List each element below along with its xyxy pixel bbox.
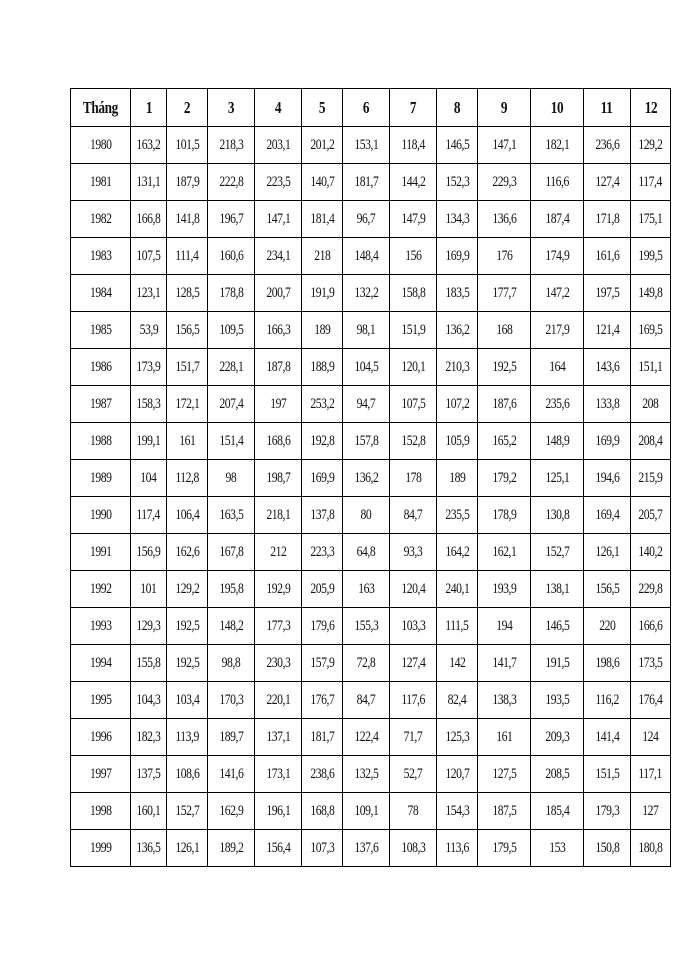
value-cell: 148,4 (343, 238, 390, 275)
table-row (71, 571, 671, 608)
value-cell: 187,9 (167, 164, 208, 201)
value-cell: 104 (131, 460, 167, 497)
value-cell: 148,9 (531, 423, 584, 460)
value-cell: 205,7 (631, 497, 671, 534)
value-cell: 106,4 (167, 497, 208, 534)
value-cell: 109,5 (208, 312, 255, 349)
year-cell: 1998 (71, 793, 131, 830)
header-cell: 11 (584, 89, 631, 127)
value-cell: 98 (208, 460, 255, 497)
value-cell: 53,9 (131, 312, 167, 349)
value-cell: 98,1 (343, 312, 390, 349)
value-cell: 141,4 (584, 719, 631, 756)
value-cell: 158,3 (131, 386, 167, 423)
value-cell: 228,1 (208, 349, 255, 386)
value-cell: 141,8 (167, 201, 208, 238)
value-cell: 183,5 (437, 275, 478, 312)
value-cell: 192,5 (167, 608, 208, 645)
value-cell: 111,4 (167, 238, 208, 275)
value-cell: 181,4 (302, 201, 343, 238)
value-cell: 168,6 (255, 423, 302, 460)
value-cell: 174,9 (531, 238, 584, 275)
table-row (71, 164, 671, 201)
year-cell: 1983 (71, 238, 131, 275)
value-cell: 176 (478, 238, 531, 275)
value-cell: 105,9 (437, 423, 478, 460)
year-cell: 1994 (71, 645, 131, 682)
value-cell: 133,8 (584, 386, 631, 423)
value-cell: 136,2 (343, 460, 390, 497)
year-cell: 1988 (71, 423, 131, 460)
header-cell: 12 (631, 89, 671, 127)
value-cell: 199,5 (631, 238, 671, 275)
value-cell: 235,6 (531, 386, 584, 423)
value-cell: 166,6 (631, 608, 671, 645)
value-cell: 217,9 (531, 312, 584, 349)
value-cell: 198,7 (255, 460, 302, 497)
value-cell: 165,2 (478, 423, 531, 460)
value-cell: 93,3 (390, 534, 437, 571)
value-cell: 199,1 (131, 423, 167, 460)
year-cell: 1990 (71, 497, 131, 534)
value-cell: 180,8 (631, 830, 671, 867)
value-cell: 193,9 (478, 571, 531, 608)
value-cell: 132,2 (343, 275, 390, 312)
year-cell: 1987 (71, 386, 131, 423)
value-cell: 71,7 (390, 719, 437, 756)
value-cell: 125,3 (437, 719, 478, 756)
year-cell: 1999 (71, 830, 131, 867)
value-cell: 189,2 (208, 830, 255, 867)
value-cell: 124 (631, 719, 671, 756)
value-cell: 179,5 (478, 830, 531, 867)
value-cell: 208 (631, 386, 671, 423)
value-cell: 162,1 (478, 534, 531, 571)
value-cell: 164 (531, 349, 584, 386)
value-cell: 94,7 (343, 386, 390, 423)
value-cell: 78 (390, 793, 437, 830)
value-cell: 189,7 (208, 719, 255, 756)
value-cell: 194 (478, 608, 531, 645)
value-cell: 193,5 (531, 682, 584, 719)
value-cell: 136,5 (131, 830, 167, 867)
value-cell: 166,8 (131, 201, 167, 238)
value-cell: 192,8 (302, 423, 343, 460)
year-cell: 1996 (71, 719, 131, 756)
value-cell: 151,1 (631, 349, 671, 386)
table-row (71, 201, 671, 238)
value-cell: 178,9 (478, 497, 531, 534)
value-cell: 156 (390, 238, 437, 275)
value-cell: 149,8 (631, 275, 671, 312)
value-cell: 223,3 (302, 534, 343, 571)
value-cell: 182,1 (531, 127, 584, 164)
value-cell: 208,5 (531, 756, 584, 793)
value-cell: 208,4 (631, 423, 671, 460)
value-cell: 218,3 (208, 127, 255, 164)
value-cell: 147,9 (390, 201, 437, 238)
value-cell: 103,3 (390, 608, 437, 645)
value-cell: 175,1 (631, 201, 671, 238)
value-cell: 117,1 (631, 756, 671, 793)
value-cell: 123,1 (131, 275, 167, 312)
table-row (71, 682, 671, 719)
value-cell: 234,1 (255, 238, 302, 275)
value-cell: 108,6 (167, 756, 208, 793)
value-cell: 215,9 (631, 460, 671, 497)
value-cell: 137,6 (343, 830, 390, 867)
value-cell: 125,1 (531, 460, 584, 497)
year-cell: 1980 (71, 127, 131, 164)
value-cell: 143,6 (584, 349, 631, 386)
value-cell: 136,2 (437, 312, 478, 349)
monthly-data-table (70, 88, 671, 867)
value-cell: 96,7 (343, 201, 390, 238)
value-cell: 238,6 (302, 756, 343, 793)
value-cell: 107,3 (302, 830, 343, 867)
value-cell: 156,4 (255, 830, 302, 867)
value-cell: 155,3 (343, 608, 390, 645)
value-cell: 127 (631, 793, 671, 830)
value-cell: 153 (531, 830, 584, 867)
value-cell: 152,7 (531, 534, 584, 571)
value-cell: 195,8 (208, 571, 255, 608)
value-cell: 220 (584, 608, 631, 645)
value-cell: 212 (255, 534, 302, 571)
value-cell: 240,1 (437, 571, 478, 608)
year-cell: 1992 (71, 571, 131, 608)
value-cell: 72,8 (343, 645, 390, 682)
value-cell: 130,8 (531, 497, 584, 534)
value-cell: 108,3 (390, 830, 437, 867)
value-cell: 176,7 (302, 682, 343, 719)
value-cell: 138,1 (531, 571, 584, 608)
value-cell: 172,1 (167, 386, 208, 423)
value-cell: 220,1 (255, 682, 302, 719)
value-cell: 113,6 (437, 830, 478, 867)
value-cell: 137,5 (131, 756, 167, 793)
value-cell: 196,7 (208, 201, 255, 238)
table-row (71, 534, 671, 571)
value-cell: 203,1 (255, 127, 302, 164)
value-cell: 111,5 (437, 608, 478, 645)
value-cell: 173,1 (255, 756, 302, 793)
value-cell: 201,2 (302, 127, 343, 164)
year-cell: 1995 (71, 682, 131, 719)
table-row (71, 127, 671, 164)
value-cell: 157,8 (343, 423, 390, 460)
value-cell: 127,5 (478, 756, 531, 793)
value-cell: 189 (302, 312, 343, 349)
table-row (71, 719, 671, 756)
value-cell: 223,5 (255, 164, 302, 201)
table-row (71, 312, 671, 349)
value-cell: 129,2 (631, 127, 671, 164)
value-cell: 107,2 (437, 386, 478, 423)
value-cell: 141,6 (208, 756, 255, 793)
value-cell: 157,9 (302, 645, 343, 682)
value-cell: 218,1 (255, 497, 302, 534)
value-cell: 147,1 (478, 127, 531, 164)
value-cell: 189 (437, 460, 478, 497)
value-cell: 156,5 (167, 312, 208, 349)
value-cell: 126,1 (167, 830, 208, 867)
value-cell: 160,6 (208, 238, 255, 275)
value-cell: 116,6 (531, 164, 584, 201)
value-cell: 162,6 (167, 534, 208, 571)
value-cell: 129,2 (167, 571, 208, 608)
value-cell: 137,8 (302, 497, 343, 534)
value-cell: 222,8 (208, 164, 255, 201)
table-row (71, 793, 671, 830)
table-row (71, 756, 671, 793)
year-cell: 1985 (71, 312, 131, 349)
value-cell: 127,4 (390, 645, 437, 682)
value-cell: 170,3 (208, 682, 255, 719)
header-cell: 6 (343, 89, 390, 127)
header-cell: 4 (255, 89, 302, 127)
table-row (71, 386, 671, 423)
value-cell: 152,3 (437, 164, 478, 201)
table-row (71, 423, 671, 460)
value-cell: 235,5 (437, 497, 478, 534)
table-row (71, 275, 671, 312)
value-cell: 112,8 (167, 460, 208, 497)
value-cell: 104,5 (343, 349, 390, 386)
value-cell: 192,5 (478, 349, 531, 386)
value-cell: 158,8 (390, 275, 437, 312)
value-cell: 192,9 (255, 571, 302, 608)
value-cell: 187,8 (255, 349, 302, 386)
value-cell: 116,2 (584, 682, 631, 719)
value-cell: 253,2 (302, 386, 343, 423)
value-cell: 52,7 (390, 756, 437, 793)
value-cell: 140,2 (631, 534, 671, 571)
year-cell: 1984 (71, 275, 131, 312)
value-cell: 150,8 (584, 830, 631, 867)
value-cell: 80 (343, 497, 390, 534)
value-cell: 98,8 (208, 645, 255, 682)
value-cell: 164,2 (437, 534, 478, 571)
value-cell: 178 (390, 460, 437, 497)
value-cell: 161,6 (584, 238, 631, 275)
value-cell: 209,3 (531, 719, 584, 756)
table-row (71, 830, 671, 867)
value-cell: 169,9 (437, 238, 478, 275)
value-cell: 101,5 (167, 127, 208, 164)
value-cell: 140,7 (302, 164, 343, 201)
header-cell: 9 (478, 89, 531, 127)
value-cell: 173,9 (131, 349, 167, 386)
value-cell: 173,5 (631, 645, 671, 682)
value-cell: 156,9 (131, 534, 167, 571)
value-cell: 169,9 (584, 423, 631, 460)
value-cell: 134,3 (437, 201, 478, 238)
value-cell: 179,2 (478, 460, 531, 497)
table-row (71, 238, 671, 275)
value-cell: 154,3 (437, 793, 478, 830)
value-cell: 82,4 (437, 682, 478, 719)
value-cell: 151,4 (208, 423, 255, 460)
value-cell: 109,1 (343, 793, 390, 830)
value-cell: 181,7 (302, 719, 343, 756)
value-cell: 151,5 (584, 756, 631, 793)
value-cell: 178,8 (208, 275, 255, 312)
value-cell: 152,7 (167, 793, 208, 830)
value-cell: 152,8 (390, 423, 437, 460)
value-cell: 131,1 (131, 164, 167, 201)
value-cell: 118,4 (390, 127, 437, 164)
table-row (71, 497, 671, 534)
value-cell: 121,4 (584, 312, 631, 349)
value-cell: 169,5 (631, 312, 671, 349)
value-cell: 113,9 (167, 719, 208, 756)
value-cell: 210,3 (437, 349, 478, 386)
value-cell: 117,4 (631, 164, 671, 201)
value-cell: 207,4 (208, 386, 255, 423)
value-cell: 146,5 (531, 608, 584, 645)
value-cell: 148,2 (208, 608, 255, 645)
header-cell: 10 (531, 89, 584, 127)
value-cell: 160,1 (131, 793, 167, 830)
value-cell: 168 (478, 312, 531, 349)
value-cell: 147,2 (531, 275, 584, 312)
value-cell: 128,5 (167, 275, 208, 312)
value-cell: 120,4 (390, 571, 437, 608)
value-cell: 161 (478, 719, 531, 756)
value-cell: 194,6 (584, 460, 631, 497)
value-cell: 179,3 (584, 793, 631, 830)
value-cell: 230,3 (255, 645, 302, 682)
value-cell: 122,4 (343, 719, 390, 756)
value-cell: 84,7 (343, 682, 390, 719)
value-cell: 144,2 (390, 164, 437, 201)
table-header-row (71, 89, 671, 127)
value-cell: 179,6 (302, 608, 343, 645)
value-cell: 169,9 (302, 460, 343, 497)
year-cell: 1993 (71, 608, 131, 645)
year-cell: 1982 (71, 201, 131, 238)
year-cell: 1991 (71, 534, 131, 571)
value-cell: 107,5 (131, 238, 167, 275)
value-cell: 236,6 (584, 127, 631, 164)
value-cell: 191,5 (531, 645, 584, 682)
value-cell: 103,4 (167, 682, 208, 719)
table-row (71, 645, 671, 682)
value-cell: 229,8 (631, 571, 671, 608)
value-cell: 163 (343, 571, 390, 608)
year-cell: 1986 (71, 349, 131, 386)
value-cell: 177,3 (255, 608, 302, 645)
header-cell: 7 (390, 89, 437, 127)
value-cell: 171,8 (584, 201, 631, 238)
value-cell: 162,9 (208, 793, 255, 830)
value-cell: 137,1 (255, 719, 302, 756)
value-cell: 64,8 (343, 534, 390, 571)
value-cell: 187,6 (478, 386, 531, 423)
value-cell: 229,3 (478, 164, 531, 201)
value-cell: 163,2 (131, 127, 167, 164)
value-cell: 142 (437, 645, 478, 682)
value-cell: 127,4 (584, 164, 631, 201)
value-cell: 218 (302, 238, 343, 275)
table-row (71, 460, 671, 497)
value-cell: 147,1 (255, 201, 302, 238)
value-cell: 185,4 (531, 793, 584, 830)
year-cell: 1981 (71, 164, 131, 201)
header-cell: 3 (208, 89, 255, 127)
value-cell: 132,5 (343, 756, 390, 793)
value-cell: 153,1 (343, 127, 390, 164)
value-cell: 138,3 (478, 682, 531, 719)
value-cell: 192,5 (167, 645, 208, 682)
value-cell: 187,5 (478, 793, 531, 830)
header-cell: 8 (437, 89, 478, 127)
value-cell: 151,9 (390, 312, 437, 349)
table-body (71, 127, 671, 867)
year-cell: 1997 (71, 756, 131, 793)
value-cell: 155,8 (131, 645, 167, 682)
value-cell: 188,9 (302, 349, 343, 386)
value-cell: 117,6 (390, 682, 437, 719)
table-row (71, 608, 671, 645)
value-cell: 177,7 (478, 275, 531, 312)
value-cell: 196,1 (255, 793, 302, 830)
value-cell: 107,5 (390, 386, 437, 423)
value-cell: 136,6 (478, 201, 531, 238)
value-cell: 141,7 (478, 645, 531, 682)
value-cell: 104,3 (131, 682, 167, 719)
header-cell: Tháng (71, 89, 131, 127)
value-cell: 156,5 (584, 571, 631, 608)
value-cell: 151,7 (167, 349, 208, 386)
value-cell: 168,8 (302, 793, 343, 830)
value-cell: 191,9 (302, 275, 343, 312)
value-cell: 129,3 (131, 608, 167, 645)
header-cell: 5 (302, 89, 343, 127)
value-cell: 166,3 (255, 312, 302, 349)
value-cell: 161 (167, 423, 208, 460)
value-cell: 101 (131, 571, 167, 608)
value-cell: 187,4 (531, 201, 584, 238)
value-cell: 197,5 (584, 275, 631, 312)
value-cell: 205,9 (302, 571, 343, 608)
value-cell: 198,6 (584, 645, 631, 682)
value-cell: 117,4 (131, 497, 167, 534)
header-cell: 2 (167, 89, 208, 127)
value-cell: 181,7 (343, 164, 390, 201)
value-cell: 120,1 (390, 349, 437, 386)
value-cell: 200,7 (255, 275, 302, 312)
table-row (71, 349, 671, 386)
year-cell: 1989 (71, 460, 131, 497)
value-cell: 167,8 (208, 534, 255, 571)
value-cell: 120,7 (437, 756, 478, 793)
value-cell: 176,4 (631, 682, 671, 719)
value-cell: 146,5 (437, 127, 478, 164)
value-cell: 169,4 (584, 497, 631, 534)
value-cell: 84,7 (390, 497, 437, 534)
value-cell: 163,5 (208, 497, 255, 534)
value-cell: 197 (255, 386, 302, 423)
value-cell: 182,3 (131, 719, 167, 756)
value-cell: 126,1 (584, 534, 631, 571)
header-cell: 1 (131, 89, 167, 127)
